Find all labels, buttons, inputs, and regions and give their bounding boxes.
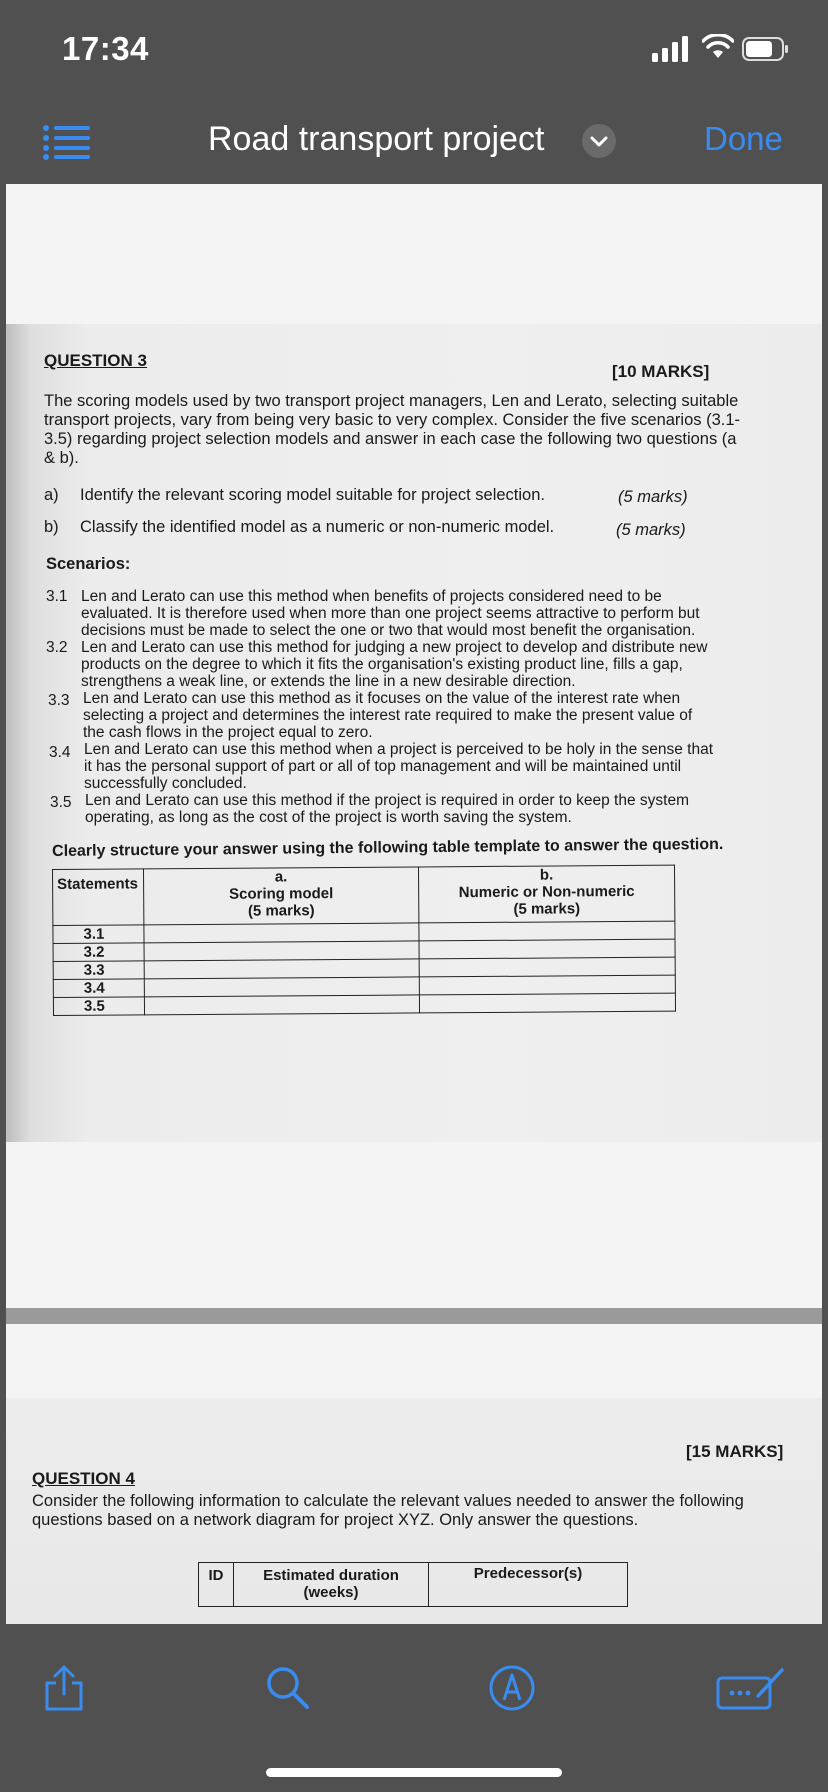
- scenario-line: operating, as long as the cost of the project is worth saving the system.: [85, 809, 572, 826]
- header-a-marks: (5 marks): [247, 902, 315, 920]
- q4-intro-line: Consider the following information to calculate the relevant values needed to answer the following: [32, 1492, 744, 1510]
- scenario-number: 3.4: [49, 744, 71, 761]
- header-a: a.: [274, 868, 288, 886]
- header-duration-title: Estimated duration: [263, 1567, 399, 1584]
- question-a-marks: (5 marks): [618, 488, 688, 506]
- header-scoring-model: [144, 867, 419, 925]
- scenario-line: evaluated. It is therefore used when more than one project seems attractive to perform but: [81, 605, 700, 622]
- header-a-title: Scoring model: [229, 885, 334, 903]
- page-2: [6, 1324, 822, 1624]
- wifi-icon: [702, 34, 734, 60]
- scenario-line: Len and Lerato can use this method as it focuses on the value of the interest rate when: [83, 690, 681, 707]
- row-cell: [419, 993, 675, 1013]
- header-numeric: [418, 865, 674, 923]
- signature-icon[interactable]: [716, 1664, 786, 1712]
- table-row: [53, 993, 675, 1015]
- row-cell: [419, 939, 675, 959]
- table-instruction: Clearly structure your answer using the following table template to answer the question.: [52, 835, 724, 860]
- scenario-number: 3.3: [48, 692, 70, 709]
- row-cell: [144, 923, 419, 943]
- header-predecessors: Predecessor(s): [429, 1563, 628, 1607]
- row-cell: [144, 959, 419, 979]
- scenarios-heading: Scenarios:: [46, 555, 131, 573]
- row-cell: [144, 941, 419, 961]
- row-cell: [144, 977, 419, 997]
- q3-intro-line: The scoring models used by two transport project managers, Len and Lerato, selecting suitable: [44, 392, 739, 410]
- row-statement: 3.5: [53, 997, 144, 1016]
- list-icon[interactable]: [42, 124, 90, 160]
- question-4-title: QUESTION 4: [32, 1469, 135, 1488]
- scenario-number: 3.1: [46, 588, 68, 605]
- row-cell: [419, 975, 675, 995]
- home-indicator: [266, 1768, 562, 1777]
- row-statement: 3.1: [53, 925, 144, 944]
- done-button[interactable]: Done: [704, 120, 783, 157]
- cellular-signal-icon: [652, 36, 690, 62]
- bottom-toolbar: [0, 1624, 828, 1792]
- row-cell: [144, 995, 419, 1015]
- scenario-line: successfully concluded.: [84, 775, 247, 792]
- header-duration-unit: (weeks): [303, 1584, 359, 1601]
- row-statement: 3.4: [53, 979, 144, 998]
- question-3-marks: [10 MARKS]: [612, 362, 710, 381]
- header-statements: Statements: [53, 869, 144, 926]
- status-time: 17:34: [62, 30, 149, 67]
- scenario-number: 3.5: [50, 794, 72, 811]
- q4-intro-line: questions based on a network diagram for project XYZ. Only answer the questions.: [32, 1511, 639, 1529]
- scenario-line: selecting a project and determines the interest rate required to make the present value of: [83, 707, 693, 724]
- navigation-bar: [0, 100, 828, 184]
- table-header-row: [199, 1563, 628, 1607]
- header-b: b.: [539, 866, 554, 884]
- title-menu-button[interactable]: [582, 124, 616, 158]
- status-bar: [0, 0, 828, 100]
- header-b-title: Numeric or Non-numeric: [458, 882, 635, 902]
- q3-intro-line: & b).: [44, 449, 79, 467]
- question-3-title: QUESTION 3: [44, 351, 147, 370]
- question-b-marks: (5 marks): [616, 521, 686, 539]
- row-statement: 3.3: [53, 961, 144, 980]
- q3-intro-line: transport projects, vary from being very basic to very complex. Consider the five scenarios (3.1-: [44, 411, 741, 429]
- question-b-text: Classify the identified model as a numeric or non-numeric model.: [80, 518, 555, 536]
- chevron-down-icon: [582, 124, 616, 158]
- header-estimated-duration: [234, 1563, 429, 1607]
- header-b-marks: (5 marks): [513, 900, 581, 918]
- network-info-table: [198, 1562, 628, 1607]
- markup-icon[interactable]: [488, 1664, 536, 1712]
- row-statement: 3.2: [53, 943, 144, 962]
- question-a-text: Identify the relevant scoring model suitable for project selection.: [80, 486, 545, 504]
- question-4-marks: [15 MARKS]: [686, 1442, 784, 1461]
- document-title[interactable]: Road transport project: [208, 120, 545, 158]
- scenario-line: decisions must be made to select the one or two that would most benefit the organisation.: [81, 622, 696, 639]
- page-separator: [6, 1308, 822, 1324]
- scenario-line: it has the personal support of part or all of top management and will be maintained until: [84, 758, 682, 775]
- battery-icon: [742, 37, 788, 61]
- scenario-line: the cash flows in the project equal to zero.: [83, 724, 373, 741]
- page-1: [6, 184, 822, 1308]
- scenario-line: Len and Lerato can use this method if the project is required in order to keep the system: [85, 792, 689, 809]
- scenario-line: Len and Lerato can use this method when benefits of projects considered need to be: [81, 588, 662, 605]
- question-a-label: a): [44, 486, 59, 504]
- document-viewer[interactable]: [6, 184, 822, 1624]
- scenario-line: Len and Lerato can use this method for judging a new project to develop and distribute new: [81, 639, 708, 656]
- scenario-line: products on the degree to which it fits the organisation's existing product line, fills a gap,: [81, 656, 683, 673]
- scenario-line: Len and Lerato can use this method when a project is perceived to be holy in the sense that: [84, 741, 714, 758]
- scenario-line: strengthens a weak line, or extends the line in a new desirable direction.: [81, 673, 576, 690]
- share-icon[interactable]: [40, 1664, 88, 1712]
- search-icon[interactable]: [264, 1664, 312, 1712]
- table-header-row: [53, 865, 675, 925]
- row-cell: [419, 957, 675, 977]
- scenario-number: 3.2: [46, 639, 68, 656]
- question-b-label: b): [44, 518, 59, 536]
- row-cell: [419, 921, 675, 941]
- q3-intro-line: 3.5) regarding project selection models and answer in each case the following two questions (a: [44, 430, 737, 448]
- answer-table: [52, 865, 676, 1016]
- header-id: ID: [199, 1563, 234, 1607]
